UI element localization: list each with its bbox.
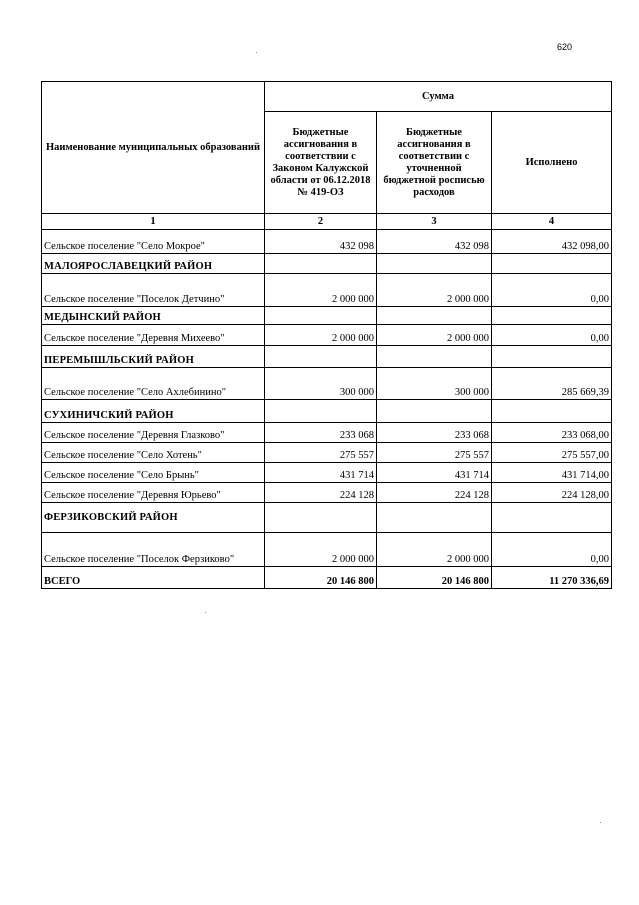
header-executed: Исполнено [492, 112, 612, 214]
allocation-law-value: 432 098 [265, 230, 377, 254]
page-number: 620 [557, 42, 573, 52]
executed-value: 224 128,00 [492, 483, 612, 503]
allocation-law-value: 233 068 [265, 423, 377, 443]
column-number: 4 [492, 214, 612, 230]
scan-speck [205, 612, 206, 613]
district-row [42, 400, 612, 423]
table-row [42, 533, 612, 567]
total-label: ВСЕГО [42, 567, 265, 589]
header-municipality: Наименование муниципальных образований [42, 82, 265, 214]
municipality-name: Сельское поселение "Село Хотень" [42, 443, 265, 463]
municipality-name: Сельское поселение "Село Мокрое" [42, 230, 265, 254]
header-allocation-updated: Бюджетные ассигнования в соответствии с уточненной бюджетной росписью расходов [377, 112, 492, 214]
column-number: 3 [377, 214, 492, 230]
municipality-name: Сельское поселение "Поселок Ферзиково" [42, 533, 265, 567]
allocation-updated-value: 275 557 [377, 443, 492, 463]
allocation-updated-value: 431 714 [377, 463, 492, 483]
executed-value: 275 557,00 [492, 443, 612, 463]
district-name: СУХИНИЧСКИЙ РАЙОН [42, 400, 265, 423]
allocation-updated-value: 2 000 000 [377, 325, 492, 346]
column-number: 1 [42, 214, 265, 230]
table-row [42, 325, 612, 346]
municipality-name: Сельское поселение "Село Ахлебинино" [42, 368, 265, 400]
district-row [42, 503, 612, 533]
allocation-updated-value: 233 068 [377, 423, 492, 443]
municipality-name: Сельское поселение "Поселок Детчино" [42, 274, 265, 307]
allocation-updated-value: 224 128 [377, 483, 492, 503]
allocation-law-value: 300 000 [265, 368, 377, 400]
municipality-name: Сельское поселение "Деревня Юрьево" [42, 483, 265, 503]
allocation-law-value: 2 000 000 [265, 274, 377, 307]
allocation-law-value: 2 000 000 [265, 325, 377, 346]
allocation-updated-value: 432 098 [377, 230, 492, 254]
executed-value: 0,00 [492, 274, 612, 307]
executed-value: 285 669,39 [492, 368, 612, 400]
table-row [42, 443, 612, 463]
district-row [42, 346, 612, 368]
table-row [42, 463, 612, 483]
scan-speck [256, 52, 257, 53]
municipality-name: Сельское поселение "Деревня Михеево" [42, 325, 265, 346]
allocation-updated-value: 300 000 [377, 368, 492, 400]
executed-value: 233 068,00 [492, 423, 612, 443]
header-allocation-law: Бюджетные ассигнования в соответствии с Законом Калужской области от 06.12.2018 № 419-ОЗ [265, 112, 377, 214]
municipality-name: Сельское поселение "Село Брынь" [42, 463, 265, 483]
district-name: ФЕРЗИКОВСКИЙ РАЙОН [42, 503, 265, 533]
district-name: ПЕРЕМЫШЛЬСКИЙ РАЙОН [42, 346, 265, 368]
table-row [42, 274, 612, 307]
executed-value: 0,00 [492, 533, 612, 567]
total-allocation-law: 20 146 800 [265, 567, 377, 589]
allocation-updated-value: 2 000 000 [377, 274, 492, 307]
district-row [42, 254, 612, 274]
total-allocation-updated: 20 146 800 [377, 567, 492, 589]
total-executed: 11 270 336,69 [492, 567, 612, 589]
allocation-law-value: 275 557 [265, 443, 377, 463]
table-row [42, 483, 612, 503]
district-name: МЕДЫНСКИЙ РАЙОН [42, 307, 265, 325]
municipality-name: Сельское поселение "Деревня Глазково" [42, 423, 265, 443]
header-sum: Сумма [265, 82, 612, 112]
column-number-row [42, 214, 612, 230]
executed-value: 431 714,00 [492, 463, 612, 483]
district-row [42, 307, 612, 325]
header-row-top [42, 82, 612, 112]
allocation-law-value: 431 714 [265, 463, 377, 483]
allocation-law-value: 224 128 [265, 483, 377, 503]
budget-report-table [41, 81, 612, 589]
executed-value: 432 098,00 [492, 230, 612, 254]
column-number: 2 [265, 214, 377, 230]
allocation-updated-value: 2 000 000 [377, 533, 492, 567]
total-row [42, 567, 612, 589]
district-name: МАЛОЯРОСЛАВЕЦКИЙ РАЙОН [42, 254, 265, 274]
scan-speck [600, 822, 601, 823]
allocation-law-value: 2 000 000 [265, 533, 377, 567]
table-row [42, 230, 612, 254]
table-row [42, 423, 612, 443]
executed-value: 0,00 [492, 325, 612, 346]
table-row [42, 368, 612, 400]
